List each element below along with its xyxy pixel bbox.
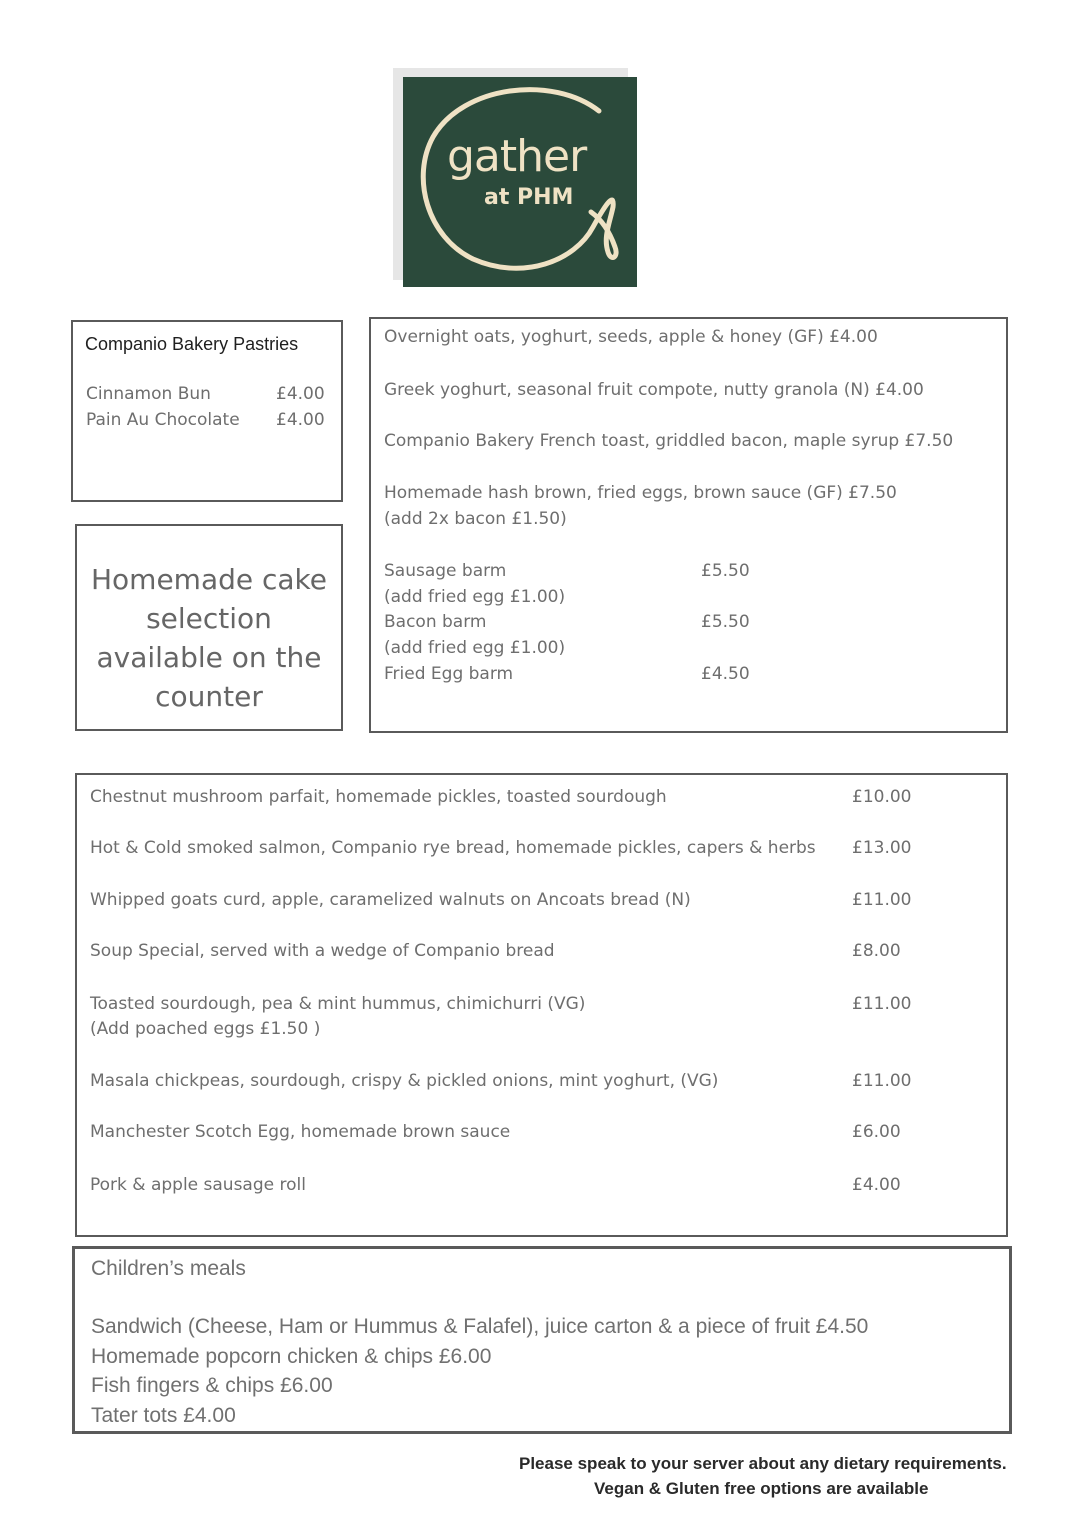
children-item: Tater tots £4.00 xyxy=(91,1404,236,1427)
pastry-item-name: Pain Au Chocolate xyxy=(86,410,240,430)
pastries-title: Companio Bakery Pastries xyxy=(85,334,299,354)
main-item-name: Whipped goats curd, apple, caramelized walnuts on Ancoats bread (N) xyxy=(90,890,691,910)
children-item: Fish fingers & chips £6.00 xyxy=(91,1374,333,1397)
pastry-item-name: Cinnamon Bun xyxy=(86,384,211,404)
cake-line: counter xyxy=(155,680,263,713)
main-item-name: Masala chickpeas, sourdough, crispy & pickled onions, mint yoghurt, (VG) xyxy=(90,1071,719,1091)
barm-price: £5.50 xyxy=(701,612,750,632)
breakfast-box xyxy=(369,317,1008,733)
barm-note: (add fried egg £1.00) xyxy=(384,587,566,607)
main-item-price: £13.00 xyxy=(852,838,912,858)
barm-note: (add fried egg £1.00) xyxy=(384,638,566,658)
children-item: Sandwich (Cheese, Ham or Hummus & Falafel), juice carton & a piece of fruit £4.50 xyxy=(91,1315,869,1338)
main-item-name: Chestnut mushroom parfait, homemade pickles, toasted sourdough xyxy=(90,787,667,807)
footer-options-note: Vegan & Gluten free options are available xyxy=(594,1479,929,1498)
barm-price: £5.50 xyxy=(701,561,750,581)
pastries-box xyxy=(71,320,343,502)
main-item-name: Toasted sourdough, pea & mint hummus, chimichurri (VG) xyxy=(90,994,586,1014)
main-item-price: £6.00 xyxy=(852,1122,901,1142)
cake-box xyxy=(75,524,343,731)
children-title: Children’s meals xyxy=(91,1257,246,1280)
barm-name: Bacon barm xyxy=(384,612,487,632)
cake-line: available on the xyxy=(96,641,322,674)
main-item-price: £11.00 xyxy=(852,1071,912,1091)
barm-price: £4.50 xyxy=(701,664,750,684)
main-item-name: Pork & apple sausage roll xyxy=(90,1175,306,1195)
logo-swirl-icon xyxy=(403,77,637,287)
breakfast-item: Homemade hash brown, fried eggs, brown sauce (GF) £7.50 xyxy=(384,483,897,503)
children-item: Homemade popcorn chicken & chips £6.00 xyxy=(91,1345,492,1368)
barm-name: Sausage barm xyxy=(384,561,507,581)
mains-box xyxy=(75,773,1008,1237)
logo-subtitle: at PHM xyxy=(484,185,574,210)
breakfast-item: Companio Bakery French toast, griddled bacon, maple syrup £7.50 xyxy=(384,431,954,451)
children-box xyxy=(72,1246,1012,1434)
barm-name: Fried Egg barm xyxy=(384,664,514,684)
main-item-price: £11.00 xyxy=(852,994,912,1014)
footer-dietary-note: Please speak to your server about any dietary requirements. xyxy=(519,1454,1007,1473)
cake-text xyxy=(77,560,341,716)
breakfast-item: Greek yoghurt, seasonal fruit compote, nutty granola (N) £4.00 xyxy=(384,380,924,400)
main-item-price: £4.00 xyxy=(852,1175,901,1195)
main-item-price: £8.00 xyxy=(852,941,901,961)
cake-line: selection xyxy=(146,602,272,635)
gather-logo xyxy=(403,77,637,287)
main-item-note: (Add poached eggs £1.50 ) xyxy=(90,1019,321,1039)
main-item-name: Manchester Scotch Egg, homemade brown sauce xyxy=(90,1122,511,1142)
pastry-item-price: £4.00 xyxy=(276,384,325,404)
cake-line: Homemade cake xyxy=(90,563,328,596)
main-item-name: Hot & Cold smoked salmon, Companio rye bread, homemade pickles, capers & herbs xyxy=(90,838,816,858)
logo-word: gather xyxy=(447,131,587,182)
main-item-price: £10.00 xyxy=(852,787,912,807)
pastry-item-price: £4.00 xyxy=(276,410,325,430)
main-item-price: £11.00 xyxy=(852,890,912,910)
breakfast-item: Overnight oats, yoghurt, seeds, apple & honey (GF) £4.00 xyxy=(384,327,878,347)
main-item-name: Soup Special, served with a wedge of Companio bread xyxy=(90,941,555,961)
breakfast-item-note: (add 2x bacon £1.50) xyxy=(384,509,567,529)
